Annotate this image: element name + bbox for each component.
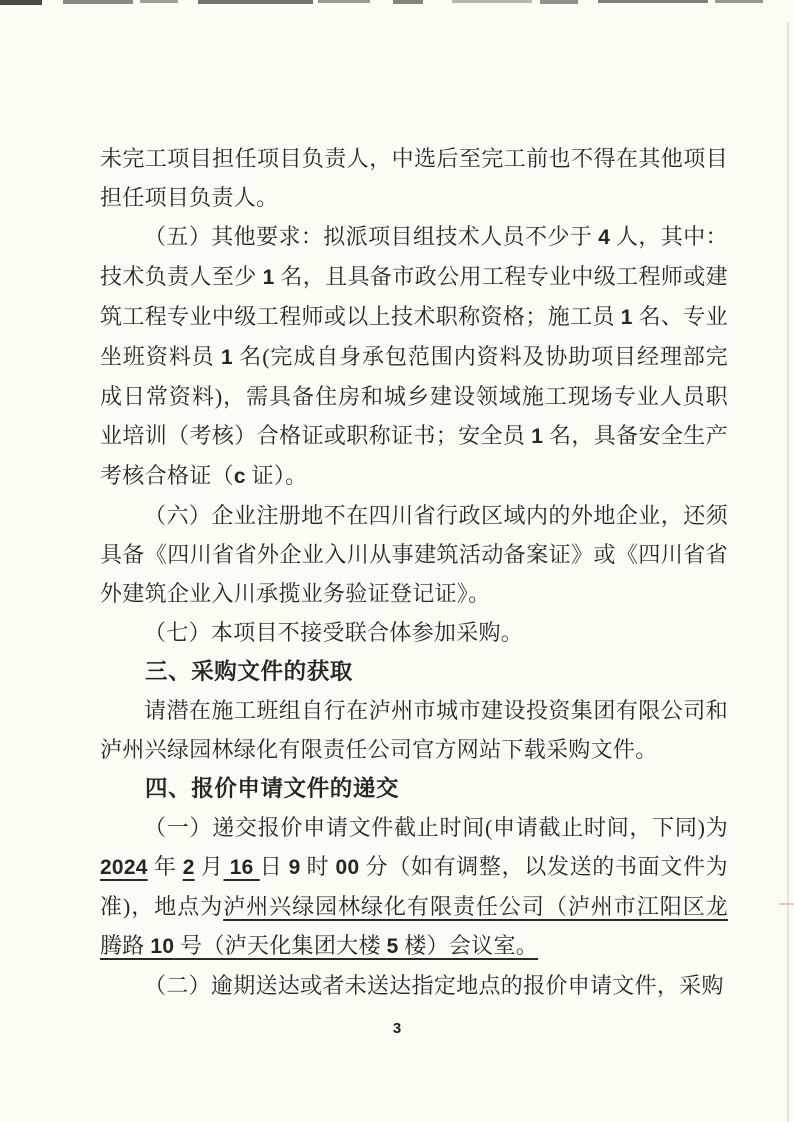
text-run: （一）递交报价申请文件截止时间(申请截止时间，下同)为 (144, 815, 728, 840)
scan-artifact-segment (318, 0, 370, 3)
underlined-text-run: 泸州兴绿园林绿化有限责任公司（泸州市江阳区龙腾路 10 号（泸天化集团大楼 5 楼）会议室。 (100, 894, 728, 958)
text-run: （七）本项目不接受联合体参加采购。 (144, 620, 524, 645)
scan-artifact-segment (63, 0, 133, 4)
paragraph (100, 966, 728, 1005)
text-run: 三、采购文件的获取 (145, 659, 353, 684)
scan-artifact-right-edge (787, 22, 789, 1122)
paragraph (100, 496, 728, 613)
latin-numeral: 1 (220, 346, 233, 369)
underlined-text-run (100, 854, 148, 879)
latin-numeral: 2024 (100, 856, 148, 879)
document-body (100, 139, 728, 1005)
latin-numeral: 5 (386, 935, 399, 958)
text-run: 月 (194, 854, 224, 879)
paragraph (100, 217, 728, 496)
text-run: （二）逾期送达或者未送达指定地点的报价申请文件，采购 (144, 973, 724, 998)
page-number: 3 (392, 1020, 402, 1037)
scan-artifact-segment (715, 0, 763, 3)
latin-numeral: 1 (531, 425, 544, 448)
scan-artifact-segment (0, 0, 42, 5)
text-run: 请潜在施工班组自行在泸州市城市建设投资集团有限公司和泸州兴绿园林绿化有限责任公司官方网站下载采购文件。 (100, 698, 728, 762)
section-heading (100, 652, 728, 691)
paragraph (100, 808, 728, 966)
latin-numeral: 4 (598, 226, 611, 249)
latin-numeral: 1 (620, 306, 633, 329)
scan-artifact-segment (393, 0, 423, 4)
scan-artifact-segment (452, 0, 532, 3)
text-run: 日 9 时 00 分（如有调整，以发送的书面文件为准)，地点为 (100, 854, 728, 919)
section-heading (100, 769, 728, 808)
text-run: 未完工项目担任项目负责人，中选后至完工前也不得在其他项目担任项目负责人。 (100, 146, 728, 210)
scan-artifact-segment (540, 0, 578, 4)
latin-numeral: 1 (262, 266, 275, 289)
latin-numeral: 00 (335, 856, 360, 879)
latin-numeral: c (233, 465, 246, 488)
latin-numeral: 9 (288, 856, 301, 879)
text-run: 年 (147, 854, 183, 879)
text-run: （五）其他要求：拟派项目组技术人员不少于 4 人，其中：技术负责人至少 1 名，且具备市政公用工程专业中级工程师或建筑工程专业中级工程师或以上技术职称资格；施工员 1 名、专业坐班资料员 1 名(完成自身承包范围内资料及协助项目经理部完成日常资料)，需具备住房和城乡建设领域施工现场专业人员职业培训（考核）合格证或职称证书；安全员 1 名，具备安全生产考核合格证（c 证）。 (100, 224, 728, 488)
latin-numeral: 2 (182, 856, 195, 879)
underlined-text-run (183, 854, 195, 879)
scan-artifact-segment (140, 0, 178, 3)
latin-numeral: 16 (229, 856, 254, 879)
scan-artifact-pink-tick (779, 903, 794, 905)
paragraph (100, 691, 728, 769)
latin-numeral: 10 (150, 935, 175, 958)
text-run: （六）企业注册地不在四川省行政区域内的外地企业，还须具备《四川省省外企业入川从事建筑活动备案证》或《四川省省外建筑企业入川承揽业务验证登记证》。 (100, 503, 728, 606)
paragraph (100, 139, 728, 217)
scan-artifact-segment (198, 0, 313, 4)
text-run: 四、报价申请文件的递交 (145, 776, 400, 801)
scan-artifact-segment (598, 0, 708, 3)
paragraph (100, 613, 728, 652)
underlined-text-run (224, 854, 260, 879)
